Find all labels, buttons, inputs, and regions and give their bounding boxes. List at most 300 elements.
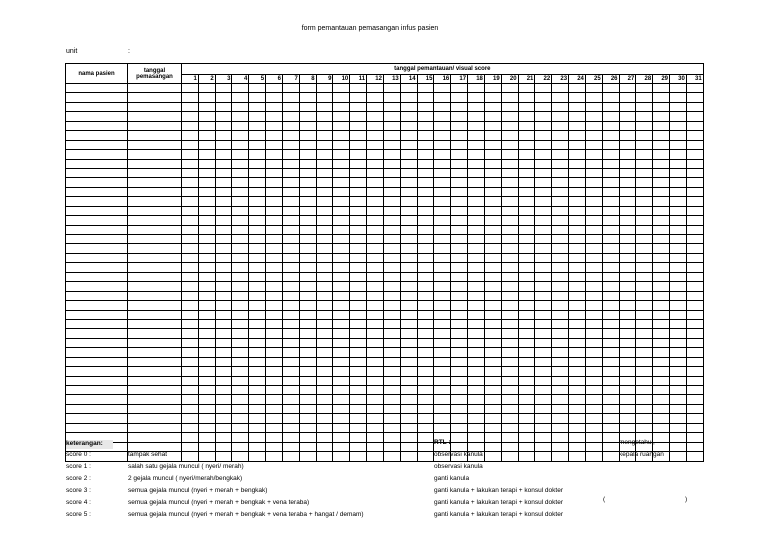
cell-nama-pasien[interactable] — [66, 348, 128, 357]
cell-score[interactable] — [198, 168, 215, 177]
cell-score[interactable] — [670, 282, 687, 291]
cell-score[interactable] — [434, 102, 451, 111]
cell-score[interactable] — [686, 452, 703, 461]
cell-score[interactable] — [670, 301, 687, 310]
cell-score[interactable] — [417, 414, 434, 423]
cell-score[interactable] — [249, 263, 266, 272]
cell-score[interactable] — [636, 291, 653, 300]
cell-score[interactable] — [670, 376, 687, 385]
cell-score[interactable] — [367, 433, 384, 442]
cell-score[interactable] — [333, 253, 350, 262]
cell-score[interactable] — [434, 319, 451, 328]
cell-score[interactable] — [518, 367, 535, 376]
cell-score[interactable] — [232, 159, 249, 168]
cell-score[interactable] — [585, 168, 602, 177]
cell-score[interactable] — [670, 140, 687, 149]
cell-score[interactable] — [686, 338, 703, 347]
cell-score[interactable] — [400, 253, 417, 262]
cell-score[interactable] — [266, 168, 283, 177]
cell-score[interactable] — [636, 253, 653, 262]
cell-score[interactable] — [333, 338, 350, 347]
cell-score[interactable] — [316, 376, 333, 385]
cell-score[interactable] — [182, 291, 199, 300]
cell-score[interactable] — [333, 131, 350, 140]
cell-score[interactable] — [282, 159, 299, 168]
cell-score[interactable] — [198, 357, 215, 366]
cell-score[interactable] — [585, 272, 602, 281]
cell-score[interactable] — [182, 272, 199, 281]
cell-score[interactable] — [367, 310, 384, 319]
cell-score[interactable] — [468, 235, 485, 244]
cell-score[interactable] — [282, 272, 299, 281]
cell-score[interactable] — [333, 291, 350, 300]
cell-score[interactable] — [316, 253, 333, 262]
cell-score[interactable] — [198, 433, 215, 442]
cell-score[interactable] — [686, 357, 703, 366]
cell-score[interactable] — [501, 319, 518, 328]
cell-score[interactable] — [249, 423, 266, 432]
cell-tanggal-pemasangan[interactable] — [128, 319, 182, 328]
cell-score[interactable] — [417, 244, 434, 253]
cell-score[interactable] — [232, 272, 249, 281]
cell-score[interactable] — [686, 187, 703, 196]
cell-score[interactable] — [484, 452, 501, 461]
cell-score[interactable] — [400, 319, 417, 328]
cell-score[interactable] — [602, 357, 619, 366]
cell-score[interactable] — [400, 367, 417, 376]
cell-score[interactable] — [501, 235, 518, 244]
cell-score[interactable] — [569, 112, 586, 121]
cell-score[interactable] — [434, 131, 451, 140]
cell-score[interactable] — [569, 282, 586, 291]
cell-score[interactable] — [535, 272, 552, 281]
cell-score[interactable] — [535, 225, 552, 234]
cell-score[interactable] — [468, 329, 485, 338]
cell-score[interactable] — [653, 112, 670, 121]
cell-score[interactable] — [569, 216, 586, 225]
cell-score[interactable] — [232, 253, 249, 262]
cell-score[interactable] — [266, 423, 283, 432]
cell-score[interactable] — [619, 357, 636, 366]
cell-tanggal-pemasangan[interactable] — [128, 404, 182, 413]
cell-score[interactable] — [535, 121, 552, 130]
cell-score[interactable] — [518, 452, 535, 461]
cell-score[interactable] — [585, 367, 602, 376]
cell-score[interactable] — [552, 319, 569, 328]
cell-score[interactable] — [333, 121, 350, 130]
cell-score[interactable] — [249, 414, 266, 423]
cell-score[interactable] — [451, 197, 468, 206]
cell-score[interactable] — [451, 338, 468, 347]
cell-score[interactable] — [501, 121, 518, 130]
cell-score[interactable] — [383, 112, 400, 121]
cell-score[interactable] — [282, 197, 299, 206]
cell-score[interactable] — [215, 225, 232, 234]
cell-score[interactable] — [468, 159, 485, 168]
cell-score[interactable] — [484, 140, 501, 149]
cell-score[interactable] — [333, 423, 350, 432]
cell-score[interactable] — [585, 121, 602, 130]
cell-nama-pasien[interactable] — [66, 93, 128, 102]
cell-score[interactable] — [686, 282, 703, 291]
cell-score[interactable] — [198, 93, 215, 102]
cell-score[interactable] — [182, 121, 199, 130]
cell-nama-pasien[interactable] — [66, 404, 128, 413]
cell-score[interactable] — [501, 348, 518, 357]
cell-score[interactable] — [501, 159, 518, 168]
cell-score[interactable] — [266, 433, 283, 442]
cell-score[interactable] — [266, 197, 283, 206]
cell-score[interactable] — [299, 121, 316, 130]
cell-score[interactable] — [619, 150, 636, 159]
cell-score[interactable] — [670, 159, 687, 168]
cell-score[interactable] — [636, 423, 653, 432]
cell-score[interactable] — [569, 329, 586, 338]
cell-score[interactable] — [215, 357, 232, 366]
cell-score[interactable] — [350, 338, 367, 347]
cell-score[interactable] — [266, 282, 283, 291]
cell-score[interactable] — [266, 206, 283, 215]
cell-score[interactable] — [266, 263, 283, 272]
cell-score[interactable] — [619, 319, 636, 328]
cell-score[interactable] — [249, 150, 266, 159]
cell-score[interactable] — [266, 225, 283, 234]
cell-score[interactable] — [282, 150, 299, 159]
cell-score[interactable] — [602, 159, 619, 168]
cell-score[interactable] — [417, 121, 434, 130]
cell-score[interactable] — [653, 187, 670, 196]
cell-score[interactable] — [249, 348, 266, 357]
cell-score[interactable] — [636, 414, 653, 423]
cell-score[interactable] — [518, 442, 535, 451]
cell-score[interactable] — [215, 84, 232, 93]
cell-score[interactable] — [367, 187, 384, 196]
cell-tanggal-pemasangan[interactable] — [128, 225, 182, 234]
cell-score[interactable] — [585, 159, 602, 168]
cell-score[interactable] — [451, 395, 468, 404]
cell-score[interactable] — [215, 121, 232, 130]
cell-score[interactable] — [232, 102, 249, 111]
cell-score[interactable] — [282, 376, 299, 385]
cell-score[interactable] — [215, 395, 232, 404]
cell-score[interactable] — [232, 263, 249, 272]
cell-score[interactable] — [182, 131, 199, 140]
cell-score[interactable] — [350, 253, 367, 262]
cell-nama-pasien[interactable] — [66, 367, 128, 376]
cell-score[interactable] — [484, 178, 501, 187]
cell-score[interactable] — [215, 253, 232, 262]
cell-score[interactable] — [686, 168, 703, 177]
cell-score[interactable] — [400, 338, 417, 347]
cell-score[interactable] — [686, 112, 703, 121]
cell-score[interactable] — [468, 168, 485, 177]
cell-score[interactable] — [249, 84, 266, 93]
cell-score[interactable] — [636, 131, 653, 140]
cell-score[interactable] — [383, 329, 400, 338]
cell-score[interactable] — [636, 112, 653, 121]
cell-score[interactable] — [484, 121, 501, 130]
cell-score[interactable] — [501, 376, 518, 385]
cell-score[interactable] — [434, 112, 451, 121]
cell-score[interactable] — [468, 187, 485, 196]
cell-score[interactable] — [518, 357, 535, 366]
cell-score[interactable] — [653, 253, 670, 262]
cell-score[interactable] — [535, 263, 552, 272]
cell-score[interactable] — [316, 102, 333, 111]
cell-score[interactable] — [602, 235, 619, 244]
cell-score[interactable] — [434, 423, 451, 432]
cell-score[interactable] — [198, 159, 215, 168]
cell-score[interactable] — [535, 168, 552, 177]
cell-score[interactable] — [585, 102, 602, 111]
cell-score[interactable] — [299, 348, 316, 357]
cell-score[interactable] — [232, 367, 249, 376]
cell-score[interactable] — [266, 244, 283, 253]
cell-score[interactable] — [670, 131, 687, 140]
cell-score[interactable] — [653, 319, 670, 328]
cell-tanggal-pemasangan[interactable] — [128, 272, 182, 281]
cell-nama-pasien[interactable] — [66, 225, 128, 234]
cell-score[interactable] — [249, 102, 266, 111]
cell-score[interactable] — [417, 357, 434, 366]
cell-score[interactable] — [299, 452, 316, 461]
cell-score[interactable] — [400, 348, 417, 357]
cell-tanggal-pemasangan[interactable] — [128, 414, 182, 423]
cell-score[interactable] — [686, 84, 703, 93]
cell-score[interactable] — [299, 301, 316, 310]
cell-score[interactable] — [686, 272, 703, 281]
cell-score[interactable] — [400, 395, 417, 404]
cell-score[interactable] — [451, 414, 468, 423]
cell-score[interactable] — [535, 235, 552, 244]
cell-score[interactable] — [400, 263, 417, 272]
cell-score[interactable] — [198, 376, 215, 385]
cell-score[interactable] — [299, 423, 316, 432]
cell-score[interactable] — [686, 102, 703, 111]
cell-score[interactable] — [417, 140, 434, 149]
cell-score[interactable] — [484, 187, 501, 196]
cell-score[interactable] — [198, 386, 215, 395]
cell-score[interactable] — [215, 206, 232, 215]
cell-score[interactable] — [299, 414, 316, 423]
cell-score[interactable] — [518, 395, 535, 404]
cell-score[interactable] — [383, 187, 400, 196]
cell-score[interactable] — [232, 433, 249, 442]
cell-score[interactable] — [400, 291, 417, 300]
cell-score[interactable] — [316, 433, 333, 442]
cell-score[interactable] — [619, 84, 636, 93]
cell-score[interactable] — [686, 329, 703, 338]
cell-score[interactable] — [333, 225, 350, 234]
cell-score[interactable] — [619, 386, 636, 395]
cell-score[interactable] — [215, 338, 232, 347]
cell-score[interactable] — [501, 216, 518, 225]
cell-score[interactable] — [518, 244, 535, 253]
cell-score[interactable] — [198, 112, 215, 121]
cell-score[interactable] — [182, 159, 199, 168]
cell-nama-pasien[interactable] — [66, 376, 128, 385]
cell-score[interactable] — [619, 414, 636, 423]
cell-score[interactable] — [653, 329, 670, 338]
cell-score[interactable] — [299, 244, 316, 253]
cell-score[interactable] — [670, 272, 687, 281]
cell-score[interactable] — [518, 131, 535, 140]
cell-score[interactable] — [182, 84, 199, 93]
cell-score[interactable] — [569, 263, 586, 272]
cell-score[interactable] — [383, 272, 400, 281]
cell-score[interactable] — [585, 93, 602, 102]
cell-score[interactable] — [518, 150, 535, 159]
cell-score[interactable] — [636, 263, 653, 272]
cell-score[interactable] — [686, 442, 703, 451]
cell-score[interactable] — [367, 93, 384, 102]
cell-score[interactable] — [316, 282, 333, 291]
cell-score[interactable] — [383, 282, 400, 291]
cell-score[interactable] — [316, 386, 333, 395]
cell-score[interactable] — [350, 442, 367, 451]
cell-score[interactable] — [501, 395, 518, 404]
cell-score[interactable] — [468, 272, 485, 281]
cell-score[interactable] — [451, 301, 468, 310]
cell-score[interactable] — [518, 112, 535, 121]
cell-score[interactable] — [501, 414, 518, 423]
cell-score[interactable] — [367, 319, 384, 328]
cell-score[interactable] — [552, 367, 569, 376]
cell-score[interactable] — [619, 178, 636, 187]
cell-score[interactable] — [400, 433, 417, 442]
cell-score[interactable] — [686, 131, 703, 140]
cell-score[interactable] — [518, 272, 535, 281]
cell-score[interactable] — [400, 206, 417, 215]
cell-score[interactable] — [670, 197, 687, 206]
cell-score[interactable] — [367, 150, 384, 159]
cell-score[interactable] — [619, 338, 636, 347]
cell-score[interactable] — [400, 386, 417, 395]
cell-score[interactable] — [535, 150, 552, 159]
cell-tanggal-pemasangan[interactable] — [128, 423, 182, 432]
cell-score[interactable] — [299, 131, 316, 140]
cell-score[interactable] — [383, 310, 400, 319]
cell-score[interactable] — [282, 84, 299, 93]
cell-score[interactable] — [198, 150, 215, 159]
cell-score[interactable] — [367, 442, 384, 451]
cell-nama-pasien[interactable] — [66, 168, 128, 177]
cell-score[interactable] — [333, 442, 350, 451]
cell-score[interactable] — [400, 244, 417, 253]
cell-score[interactable] — [602, 423, 619, 432]
cell-score[interactable] — [585, 216, 602, 225]
cell-score[interactable] — [451, 225, 468, 234]
cell-score[interactable] — [282, 121, 299, 130]
cell-score[interactable] — [249, 404, 266, 413]
cell-score[interactable] — [198, 253, 215, 262]
cell-score[interactable] — [602, 329, 619, 338]
cell-score[interactable] — [468, 282, 485, 291]
cell-score[interactable] — [484, 112, 501, 121]
cell-score[interactable] — [636, 338, 653, 347]
cell-nama-pasien[interactable] — [66, 282, 128, 291]
cell-score[interactable] — [451, 140, 468, 149]
cell-score[interactable] — [518, 386, 535, 395]
cell-score[interactable] — [367, 253, 384, 262]
cell-score[interactable] — [316, 140, 333, 149]
cell-score[interactable] — [266, 414, 283, 423]
cell-score[interactable] — [249, 310, 266, 319]
cell-score[interactable] — [383, 168, 400, 177]
cell-score[interactable] — [653, 386, 670, 395]
cell-score[interactable] — [518, 84, 535, 93]
cell-tanggal-pemasangan[interactable] — [128, 216, 182, 225]
cell-score[interactable] — [468, 244, 485, 253]
cell-score[interactable] — [350, 282, 367, 291]
cell-score[interactable] — [282, 102, 299, 111]
cell-score[interactable] — [282, 235, 299, 244]
cell-score[interactable] — [451, 319, 468, 328]
cell-score[interactable] — [417, 168, 434, 177]
cell-score[interactable] — [636, 197, 653, 206]
cell-score[interactable] — [383, 206, 400, 215]
cell-score[interactable] — [198, 452, 215, 461]
cell-score[interactable] — [333, 84, 350, 93]
cell-score[interactable] — [182, 206, 199, 215]
cell-score[interactable] — [451, 206, 468, 215]
cell-score[interactable] — [417, 178, 434, 187]
cell-score[interactable] — [619, 404, 636, 413]
cell-score[interactable] — [350, 319, 367, 328]
cell-score[interactable] — [569, 367, 586, 376]
cell-score[interactable] — [451, 187, 468, 196]
cell-score[interactable] — [569, 414, 586, 423]
cell-score[interactable] — [282, 225, 299, 234]
cell-score[interactable] — [535, 84, 552, 93]
cell-score[interactable] — [316, 329, 333, 338]
cell-score[interactable] — [585, 253, 602, 262]
cell-score[interactable] — [686, 423, 703, 432]
cell-score[interactable] — [670, 452, 687, 461]
cell-score[interactable] — [653, 348, 670, 357]
cell-score[interactable] — [451, 329, 468, 338]
cell-score[interactable] — [182, 140, 199, 149]
cell-score[interactable] — [400, 272, 417, 281]
cell-score[interactable] — [417, 404, 434, 413]
cell-score[interactable] — [619, 348, 636, 357]
cell-score[interactable] — [316, 452, 333, 461]
cell-score[interactable] — [636, 225, 653, 234]
cell-score[interactable] — [636, 140, 653, 149]
cell-score[interactable] — [299, 329, 316, 338]
cell-score[interactable] — [266, 310, 283, 319]
cell-score[interactable] — [451, 150, 468, 159]
cell-score[interactable] — [249, 235, 266, 244]
cell-score[interactable] — [619, 253, 636, 262]
cell-score[interactable] — [282, 131, 299, 140]
cell-score[interactable] — [451, 168, 468, 177]
cell-score[interactable] — [266, 178, 283, 187]
cell-score[interactable] — [686, 253, 703, 262]
cell-score[interactable] — [282, 310, 299, 319]
cell-score[interactable] — [468, 102, 485, 111]
cell-score[interactable] — [619, 102, 636, 111]
cell-score[interactable] — [501, 206, 518, 215]
cell-score[interactable] — [383, 225, 400, 234]
cell-score[interactable] — [333, 282, 350, 291]
cell-tanggal-pemasangan[interactable] — [128, 348, 182, 357]
cell-score[interactable] — [670, 367, 687, 376]
cell-score[interactable] — [518, 121, 535, 130]
cell-score[interactable] — [350, 93, 367, 102]
cell-score[interactable] — [585, 348, 602, 357]
cell-score[interactable] — [215, 93, 232, 102]
